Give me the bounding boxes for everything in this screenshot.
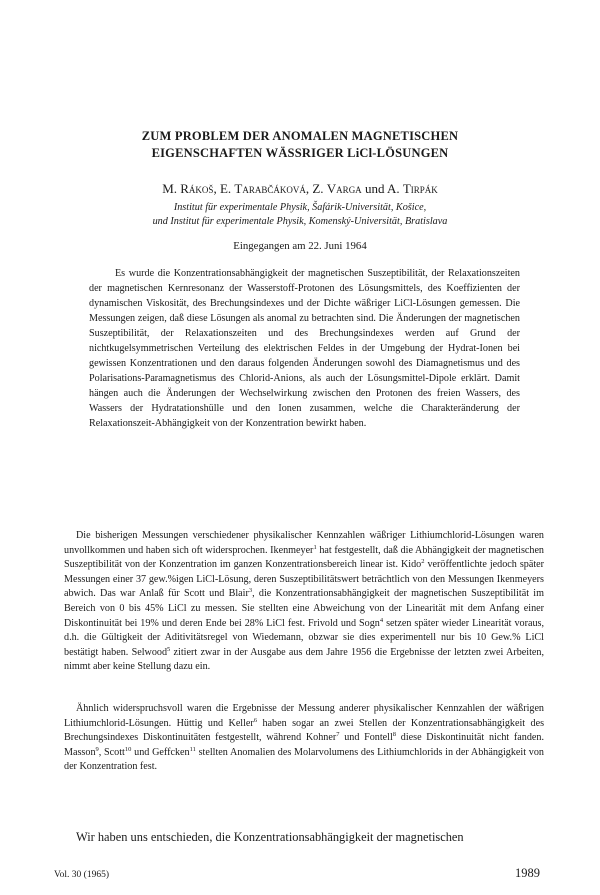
author-list [40,181,560,197]
paragraph-text: und Fontell [339,732,393,744]
paragraph-text: und Geffcken [131,746,190,758]
author-name: Rákoš [180,181,214,196]
paragraph-text: stellten Anomalien des Molarvolumens des Lithiumchlorids in der Abhängigkeit von der Konzentration fest. [64,746,544,773]
institution-line-1: Institut für experimentale Physik, Šafárik-Universität, Košice, [173,202,427,213]
reference-marker: 1 [313,543,317,551]
title-line-2: EIGENSCHAFTEN WÄSSRIGER LiCl-LÖSUNGEN [151,146,449,160]
article-title [40,128,560,162]
paragraph-text: veröffentlichte jedoch später Messungen einer 37 gew.%igen LiCl-Lösung, deren Suszeptibilitätswert beträchtlich von den Messungen Ikenmeyers abwich. Das war Anlaß für Scott und Blair [64,559,544,600]
author-separator: , E. [213,181,235,196]
body-paragraph-2 [64,702,544,775]
title-line-1: ZUM PROBLEM DER ANOMALEN MAGNETISCHEN [141,129,459,143]
reference-marker: 7 [336,731,340,739]
author-name: Tarabčáková [234,181,306,196]
paragraph-text: setzen später wieder Linearität voraus, d.h. die Gültigkeit der Aditivitätsregel von Wiedemann, obzwar sie dies experimentell nur bis 10 Gew.% LiCl bestätigt haben. Selwood [64,617,545,658]
author-separator: und A. [361,181,403,196]
body-paragraph-3: Wir haben uns entschieden, die Konzentrationsabhängigkeit der magnetischen [76,830,464,844]
page-number: 1989 [515,866,540,880]
institution-line-2: und Institut für experimentale Physik, Komenský-Universität, Bratislava [152,216,448,227]
reference-marker: 6 [253,716,258,724]
paragraph-text: Ähnlich widerspruchsvoll waren die Ergebnisse der Messung anderer physikalischer Kennzahlen der wäßrigen Lithiumchlorid-Lösungen. Hüttig und Keller [64,703,544,729]
paragraph-text: , die Konzentrationsabhängigkeit der magnetischen Suszeptibilität im Bereich von 0 bis 45% LiCl zu messen. Sie stellten eine Abweichung von der Linearität mit dem Anfang einer Diskontinuität bei 19% und deren Ende bei 28% LiCl fest. Frivold und Sogn [64,588,544,629]
paragraph-text: , Scott [98,746,125,758]
reference-marker: 2 [421,558,425,566]
journal-volume: Vol. 30 (1965) [54,870,109,880]
author-name: Tirpák [402,181,438,196]
reference-marker: 3 [248,587,253,595]
paragraph-text: hat festgestellt, daß die Abhängigkeit der magnetischen Suszeptibilität von der Konzentration im ganzen Konzentrationsbereich linear ist. Kido [64,544,544,571]
paragraph-text: haben sogar an zwei Stellen der Konzentrationsabhängigkeit des Brechungsindexes Diskontinuitäten festgestellt, während Kohner [64,717,545,744]
body-paragraph-1 [64,529,544,675]
author-initial: M. [162,181,181,196]
abstract: Es wurde die Konzentrationsabhängigkeit der magnetischen Suszeptibilität, der Relaxationszeiten der magnetischen Kernresonanz der Wasserstoff-Protonen des Lösungsmittels, des Koeffizienten der dynamischen Viskosität, des Brechungsindexes und der Dichte wäßriger LiCl-Lösungen gemessen. Die Messungen zeigen, daß diese Lösungen als anomal zu betrachten sind. Die Änderungen der magnetischen Suszeptibilität, der Relaxationszeiten und des Brechungsindexes werden auf Grund der nichtkugelsymmetrischen Verteilung des elektrischen Feldes in der Umgebung der Hydrat-Ionen bei gewissen Konzentrationen und den daraus folgenden Änderungen sowohl des Diamagnetismus und des Polarisations-Paramagnetismus des Chlorid-Anions, als auch der Lösungsmittel-Dipole erklärt. Damit hängen auch die Änderungen der Wechselwirkung zwischen den Protonen des freien Wassers, des Wassers der Hydratationshülle und den Ionen zusammen, welche die Charakteränderung der Relaxationszeit-Abhängigkeit von der Konzentration bewirkt haben. [89,268,520,430]
paragraph-text: zitiert zwar in der Ausgabe aus dem Jahre 1956 die Ergebnisse der letzten zwei Arbeiten, nimmt aber keine Stellung dazu ein. [64,646,544,673]
reference-marker: 4 [379,616,384,624]
paragraph-text: diese Diskontinuität nicht fanden. Masson [64,732,544,758]
reference-marker: 5 [167,645,171,653]
reference-marker: 10 [124,745,132,753]
reference-marker: 9 [95,745,99,753]
reference-marker: 8 [392,731,397,739]
reference-marker: 11 [189,745,196,753]
paragraph-text: Die bisherigen Messungen verschiedener physikalischer Kennzahlen wäßriger Lithiumchlorid-Lösungen waren unvollkommen und haben sich oft widersprochen. Ikenmeyer [64,530,544,556]
author-name: Varga [326,181,362,196]
received-date: Eingegangen am 22. Juni 1964 [233,240,367,252]
author-separator: , Z. [305,181,327,196]
